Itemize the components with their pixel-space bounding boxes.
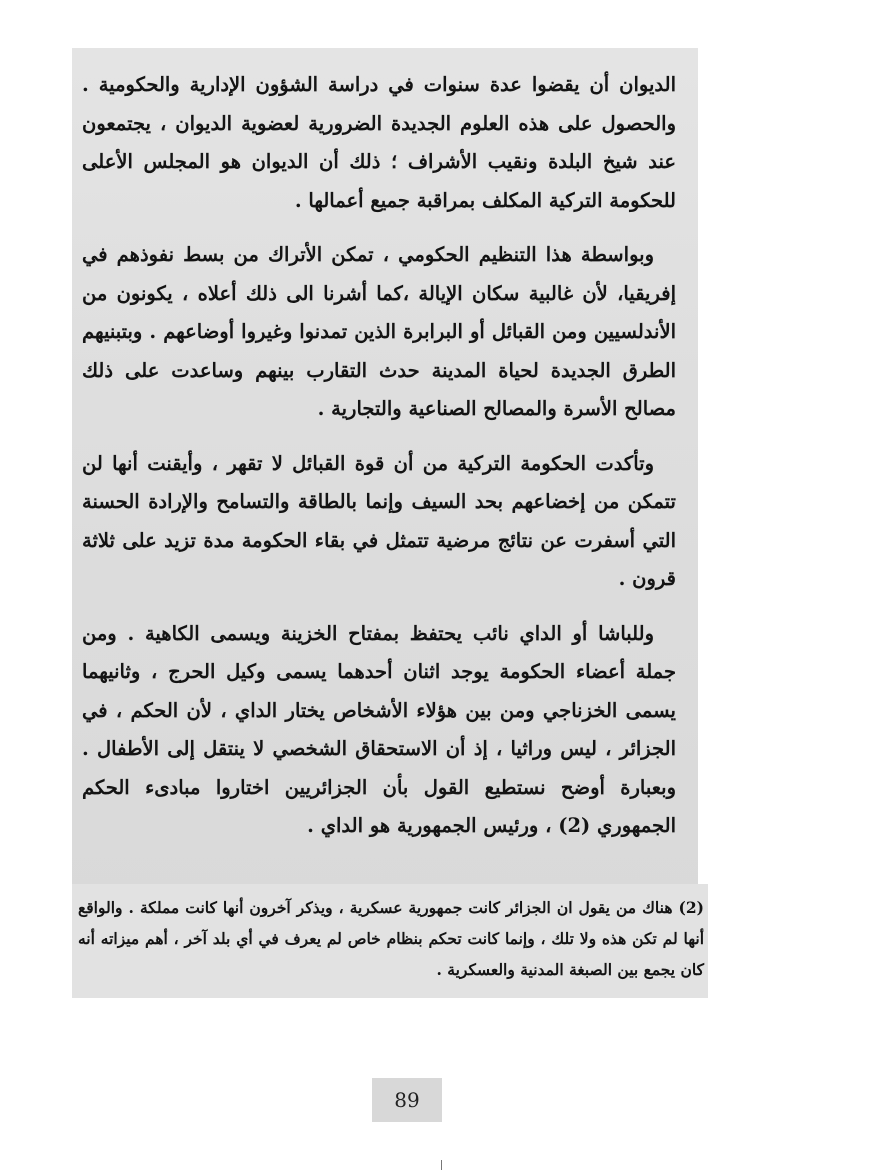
paragraph-2: وبواسطة هذا التنظيم الحكومي ، تمكن الأتراك من بسط نفوذهم في إفريقيا، لأن غالبية سكان الإيالة ،كما أشرنا الى ذلك أعلاه ، يكونون من الأندلسيين ومن القبائل أو البرابرة الذين تمدنوا وغيروا أوضاعهم . وبتبنيهم الطرق الجديدة لحياة المدينة حدث التقارب بينهم وساعدت على ذلك مصالح الأسرة والمصالح الصناعية والتجارية .	[82, 243, 676, 420]
page-number-box	[372, 1078, 442, 1122]
page-number: 89	[394, 1088, 420, 1112]
paragraph-3: وتأكدت الحكومة التركية من أن قوة القبائل لا تقهر ، وأيقنت أنها لن تتمكن من إخضاعهم بحد السيف وإنما بالطاقة والتسامح والإرادة الحسنة التي أسفرت عن نتائج مرضية تتمثل في بقاء الحكومة مدة تزيد على ثلاثة قرون .	[82, 451, 676, 590]
footnote-text: (2) هناك من يقول ان الجزائر كانت جمهورية عسكرية ، ويذكر آخرون أنها كانت مملكة . والواقع أنها لم تكن هذه ولا تلك ، وإنما كانت تحكم بنظام خاص لم يعرف في أي بلد آخر ، أهم ميزاته أنه كان يجمع بين الصبغة المدنية والعسكرية .	[78, 898, 704, 979]
paragraph-4: وللباشا أو الداي نائب يحتفظ بمفتاح الخزينة ويسمى الكاهية . ومن جملة أعضاء الحكومة يوجد اثنان أحدهما يسمى وكيل الحرج ، وثانيهما يسمى الخزناجي ومن بين هؤلاء الأشخاص يختار الداي ، لأن الحكم ، في الجزائر ، ليس وراثيا ، إذ أن الاستحقاق الشخصي لا ينتقل إلى الأطفال . وبعبارة أوضح نستطيع القول بأن الجزائريين اختاروا مبادىء الحكم الجمهوري (2) ، ورئيس الجمهورية هو الداي .	[82, 621, 676, 837]
scanned-page	[72, 48, 698, 908]
paragraph-1: الديوان أن يقضوا عدة سنوات في دراسة الشؤون الإدارية والحكومية . والحصول على هذه العلوم الجديدة الضرورية لعضوية الديوان ، يجتمعون عند شيخ البلدة ونقيب الأشراف ؛ ذلك أن الديوان هو المجلس الأعلى للحكومة التركية المكلف بمراقبة جميع أعمالها .	[82, 73, 676, 212]
footnote-area	[72, 884, 708, 998]
scan-mark	[441, 1160, 442, 1170]
